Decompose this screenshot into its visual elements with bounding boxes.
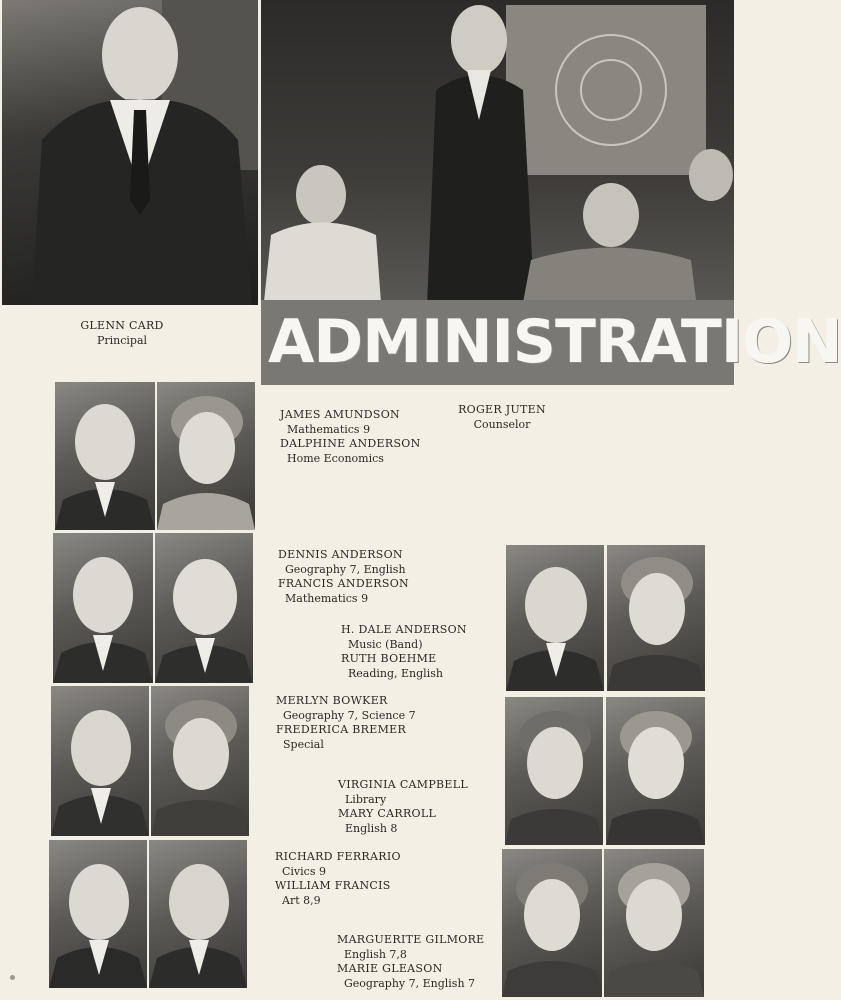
- portrait-mary-carroll: [606, 697, 705, 845]
- faculty-subject: Mathematics 9: [285, 591, 369, 605]
- faculty-subject: Geography 7, English: [285, 562, 406, 576]
- faculty-name: WILLIAM FRANCIS: [275, 879, 391, 892]
- faculty-subject: Home Economics: [287, 451, 384, 465]
- counselor-role: Counselor: [473, 417, 531, 431]
- faculty-name: MARIE GLEASON: [337, 962, 443, 975]
- principal-name: GLENN CARD: [80, 319, 164, 332]
- portrait-marie-gleason: [604, 849, 704, 997]
- faculty-name: JAMES AMUNDSON: [280, 408, 400, 421]
- faculty-subject: Special: [283, 737, 324, 751]
- principal-photo: [2, 0, 258, 305]
- faculty-subject: Music (Band): [348, 637, 423, 651]
- faculty-name: MARGUERITE GILMORE: [337, 933, 485, 946]
- faculty-subject: Geography 7, English 7: [344, 976, 476, 990]
- portrait-h-dale-anderson: [506, 545, 604, 691]
- portrait-william-francis: [149, 840, 247, 988]
- faculty-name: H. DALE ANDERSON: [341, 623, 467, 636]
- caption-group-4: [276, 694, 416, 752]
- caption-group-1: [280, 408, 421, 466]
- portrait-richard-ferrario: [49, 840, 147, 988]
- portrait-marguerite-gilmore: [502, 849, 602, 997]
- principal-role: Principal: [96, 333, 148, 347]
- faculty-name: FREDERICA BREMER: [276, 723, 407, 736]
- caption-group-7: [337, 933, 485, 991]
- faculty-name: MARY CARROLL: [338, 807, 437, 820]
- faculty-subject: Library: [345, 792, 387, 806]
- portrait-francis-anderson: [155, 533, 253, 683]
- faculty-name: MERLYN BOWKER: [276, 694, 388, 707]
- counselor-name: ROGER JUTEN: [458, 403, 546, 416]
- portrait-ruth-boehme: [607, 545, 705, 691]
- counselor-caption: [452, 403, 552, 432]
- portrait-virginia-campbell: [505, 697, 603, 845]
- faculty-name: RICHARD FERRARIO: [275, 850, 401, 863]
- portrait-james-amundson: [55, 382, 155, 530]
- faculty-subject: English 8: [345, 821, 398, 835]
- faculty-subject: Mathematics 9: [287, 422, 371, 436]
- portrait-dennis-anderson: [53, 533, 153, 683]
- caption-group-5: [338, 778, 468, 836]
- page-mark: [10, 975, 15, 980]
- faculty-name: RUTH BOEHME: [341, 652, 437, 665]
- principal-caption: [62, 319, 182, 348]
- faculty-name: DENNIS ANDERSON: [278, 548, 403, 561]
- faculty-name: DALPHINE ANDERSON: [280, 437, 421, 450]
- faculty-subject: Art 8,9: [282, 893, 321, 907]
- faculty-subject: Reading, English: [348, 666, 443, 680]
- faculty-subject: Civics 9: [282, 864, 326, 878]
- caption-group-6: [275, 850, 401, 908]
- caption-group-2: [278, 548, 409, 606]
- portrait-merlyn-bowker: [51, 686, 149, 836]
- page-title: ADMINISTRATION: [268, 307, 841, 377]
- faculty-name: FRANCIS ANDERSON: [278, 577, 409, 590]
- portrait-frederica-bremer: [151, 686, 249, 836]
- faculty-name: VIRGINIA CAMPBELL: [338, 778, 468, 791]
- faculty-subject: English 7,8: [344, 947, 407, 961]
- caption-group-3: [341, 623, 467, 681]
- portrait-dalphine-anderson: [157, 382, 255, 530]
- faculty-subject: Geography 7, Science 7: [283, 708, 416, 722]
